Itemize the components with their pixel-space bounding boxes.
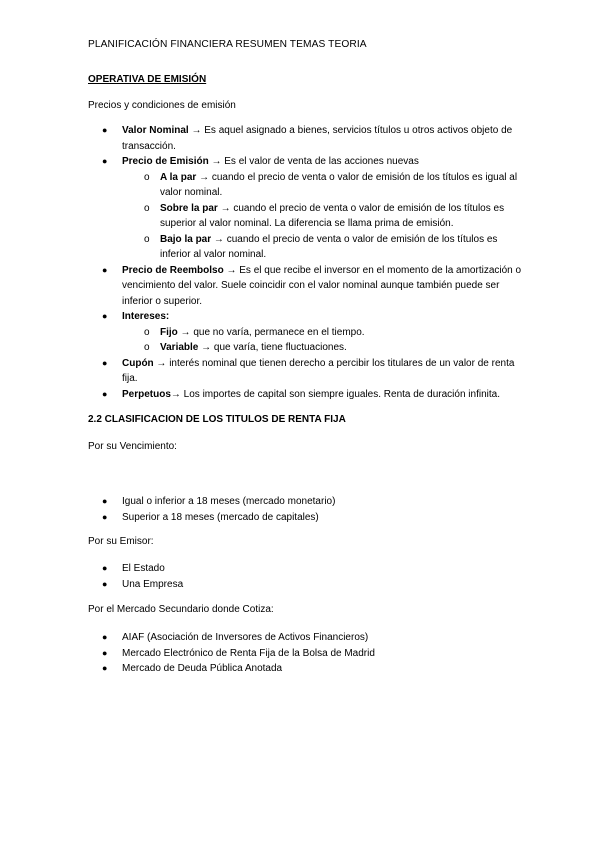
sub-list-item xyxy=(88,340,528,356)
list-item xyxy=(88,387,528,403)
item-term: Cupón xyxy=(122,357,154,369)
list-item xyxy=(88,309,528,325)
bullet-icon: ● xyxy=(102,388,108,399)
item-text: Mercado de Deuda Pública Anotada xyxy=(122,663,283,674)
item-text: AIAF (Asociación de Inversores de Activos Financieros) xyxy=(122,632,369,643)
list-item xyxy=(88,356,528,387)
item-text: → cuando el precio de venta o valor de emisión de los títulos es superior al valor nominal. La diferencia se llama prima de emisión. xyxy=(160,202,505,229)
operativa-heading: OPERATIVA DE EMISIÓN xyxy=(88,74,207,85)
list-item xyxy=(88,494,528,510)
emission-list xyxy=(88,123,528,402)
item-term: Bajo la par xyxy=(160,233,212,245)
page-header: PLANIFICACIÓN FINANCIERA RESUMEN TEMAS TEORIA xyxy=(88,39,367,50)
circle-bullet-icon: o xyxy=(144,342,150,353)
group-label: Por su Vencimiento: xyxy=(88,441,177,452)
list-item xyxy=(88,263,528,310)
item-text: → cuando el precio de venta o valor de emisión de los títulos es igual al valor nominal. xyxy=(160,171,518,198)
bullet-icon: ● xyxy=(102,357,108,368)
list-item xyxy=(88,646,528,662)
market-list xyxy=(88,630,528,677)
bullet-icon: ● xyxy=(102,632,108,642)
list-item xyxy=(88,630,528,646)
bullet-icon: ● xyxy=(102,563,108,573)
group-label: Por su Emisor: xyxy=(88,536,154,547)
item-text: → Los importes de capital son siempre iguales. Renta de duración infinita. xyxy=(170,388,500,400)
bullet-icon: ● xyxy=(102,663,108,673)
circle-bullet-icon: o xyxy=(144,202,150,214)
section-title xyxy=(88,74,528,85)
sub-list-item xyxy=(88,170,528,201)
bullet-icon: ● xyxy=(102,647,108,658)
bullet-icon: ● xyxy=(102,125,108,135)
list-item xyxy=(88,661,528,677)
item-text: → Es aquel asignado a bienes, servicios títulos u otros activos objeto de transacción. xyxy=(122,125,513,152)
issuer-list xyxy=(88,561,528,592)
list-item xyxy=(88,577,528,593)
item-term: Intereses: xyxy=(122,311,170,322)
bullet-icon: ● xyxy=(102,496,108,506)
item-term: Precio de Reembolso xyxy=(122,264,224,276)
item-term: Precio de Emisión xyxy=(122,156,209,167)
item-term: Perpetuos xyxy=(122,388,171,400)
item-text: → cuando el precio de venta o valor de emisión de los títulos es inferior al valor nominal. xyxy=(160,233,498,260)
circle-bullet-icon: o xyxy=(144,326,150,338)
item-text: → que varía, tiene fluctuaciones. xyxy=(198,342,347,353)
item-text: → interés nominal que tienen derecho a percibir los titulares de un valor de renta fija. xyxy=(122,357,515,384)
group-label: Por el Mercado Secundario donde Cotiza: xyxy=(88,604,274,615)
item-text: Mercado Electrónico de Renta Fija de la Bolsa de Madrid xyxy=(122,647,375,659)
circle-bullet-icon: o xyxy=(144,233,150,245)
classification-heading: 2.2 CLASIFICACION DE LOS TITULOS DE RENTA FIJA xyxy=(88,414,346,425)
item-term: Variable xyxy=(160,342,199,353)
list-item xyxy=(88,123,528,154)
bullet-icon: ● xyxy=(102,156,108,166)
bullet-icon: ● xyxy=(102,264,108,275)
sub-list-item xyxy=(88,232,528,263)
item-text: → que no varía, permanece en el tiempo. xyxy=(177,326,365,338)
list-item xyxy=(88,510,528,526)
item-text: Superior a 18 meses (mercado de capitales) xyxy=(122,511,319,523)
sub-list-item xyxy=(88,325,528,341)
list-item xyxy=(88,561,528,577)
item-text: → Es el valor de venta de las acciones nuevas xyxy=(208,156,419,167)
bullet-icon: ● xyxy=(102,578,108,589)
maturity-list xyxy=(88,494,528,525)
item-text: Una Empresa xyxy=(122,578,184,590)
item-term: A la par xyxy=(160,171,197,183)
item-text: Igual o inferior a 18 meses (mercado monetario) xyxy=(122,496,336,507)
bullet-icon: ● xyxy=(102,311,108,321)
item-text: → Es el que recibe el inversor en el momento de la amortización o vencimiento del valor. Suele coincidir con el valor nominal aunque también puede ser inferior o superior. xyxy=(122,264,522,307)
list-item xyxy=(88,154,528,170)
sub-list-item xyxy=(88,201,528,232)
section-intro: Precios y condiciones de emisión xyxy=(88,100,236,111)
bullet-icon: ● xyxy=(102,511,108,522)
item-term: Valor Nominal xyxy=(122,125,189,136)
item-term: Sobre la par xyxy=(160,202,218,214)
item-text: El Estado xyxy=(122,563,165,574)
item-term: Fijo xyxy=(160,326,178,338)
circle-bullet-icon: o xyxy=(144,171,150,183)
